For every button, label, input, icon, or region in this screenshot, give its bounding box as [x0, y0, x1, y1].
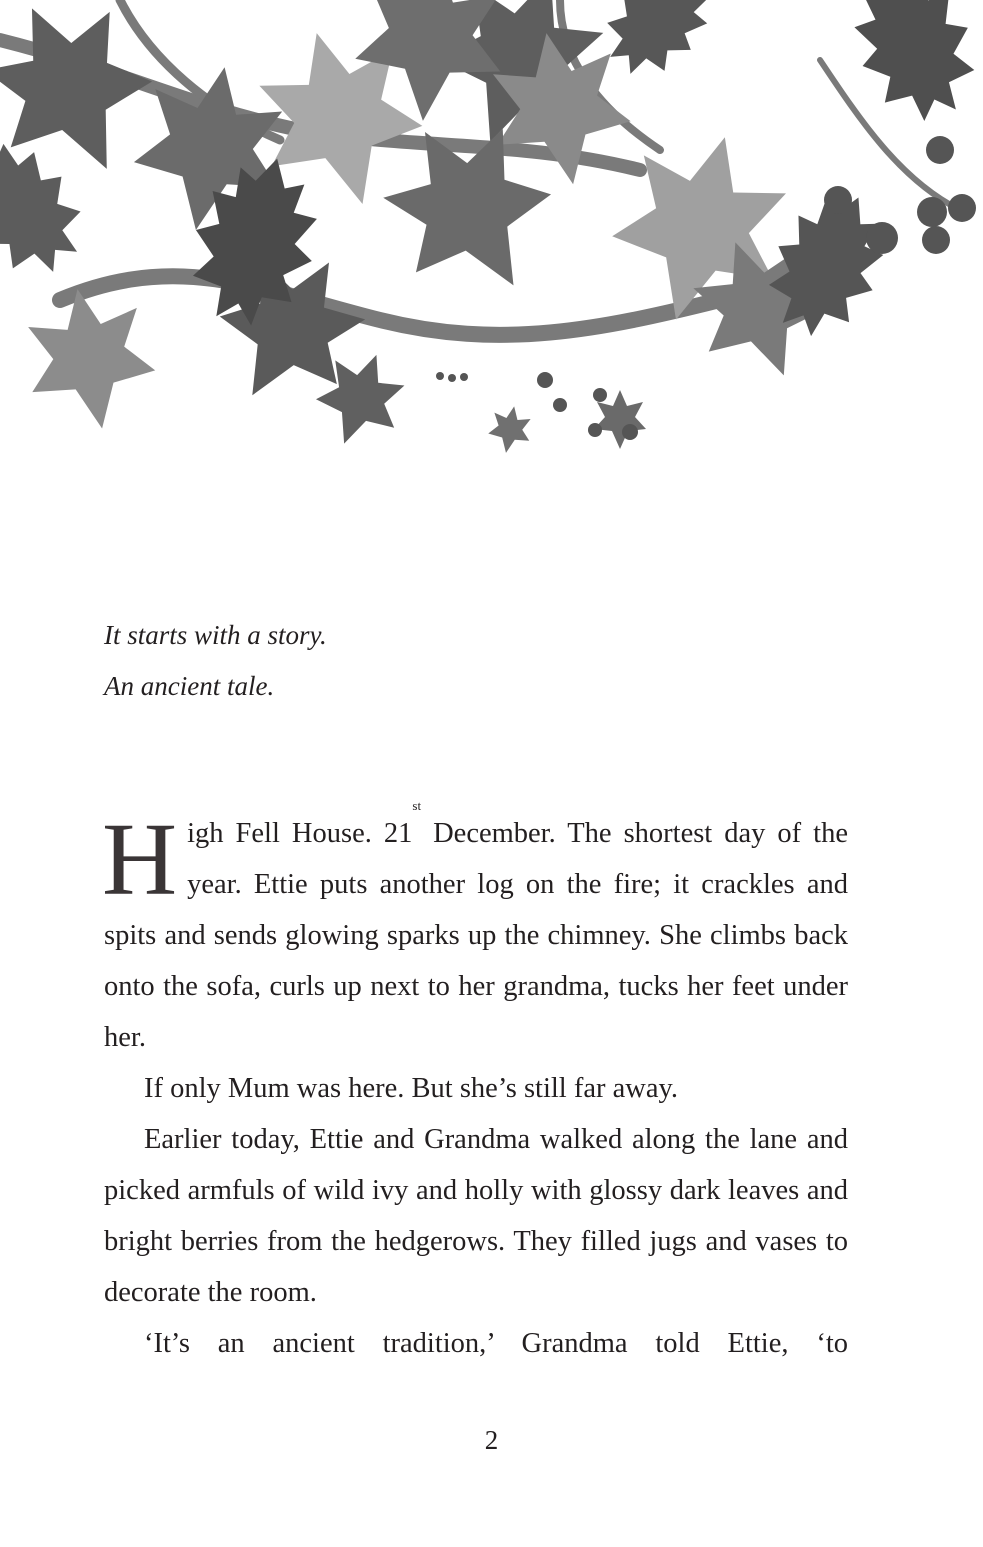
paragraph: Earlier today, Ettie and Grandma walked along the lane and picked armfuls of wild ivy and holly with glossy dark leaves and bright berries from the hedgerows. They filled jugs and vases to decorate the room. [104, 1124, 848, 1308]
page-number: 2 [484, 1425, 499, 1455]
paragraph-text: December. The shortest day of the year. Ettie puts another log on the fire; it crackles and spits and sends glowing sparks up the chimney. She climbs back onto the sofa, curls up next to her grandma, tucks her feet under her. [104, 818, 849, 1053]
paragraph-text: igh Fell House. 21 [187, 818, 413, 849]
ivy-leaf-icon [0, 0, 842, 458]
epigraph-line: It starts with a story. [104, 620, 327, 650]
story-text [102, 798, 849, 1369]
ivy-holly-illustration [0, 0, 983, 470]
paragraph: If only Mum was here. But she’s still far away. [144, 1073, 678, 1104]
drop-cap: H [102, 802, 178, 917]
paragraph [102, 798, 849, 1063]
epigraph-line: An ancient tale. [104, 671, 275, 701]
paragraph: ‘It’s an ancient tradition,’ Grandma told Ettie, ‘to [144, 1328, 848, 1359]
ordinal-suffix: st [412, 798, 422, 813]
epigraph [104, 610, 327, 712]
